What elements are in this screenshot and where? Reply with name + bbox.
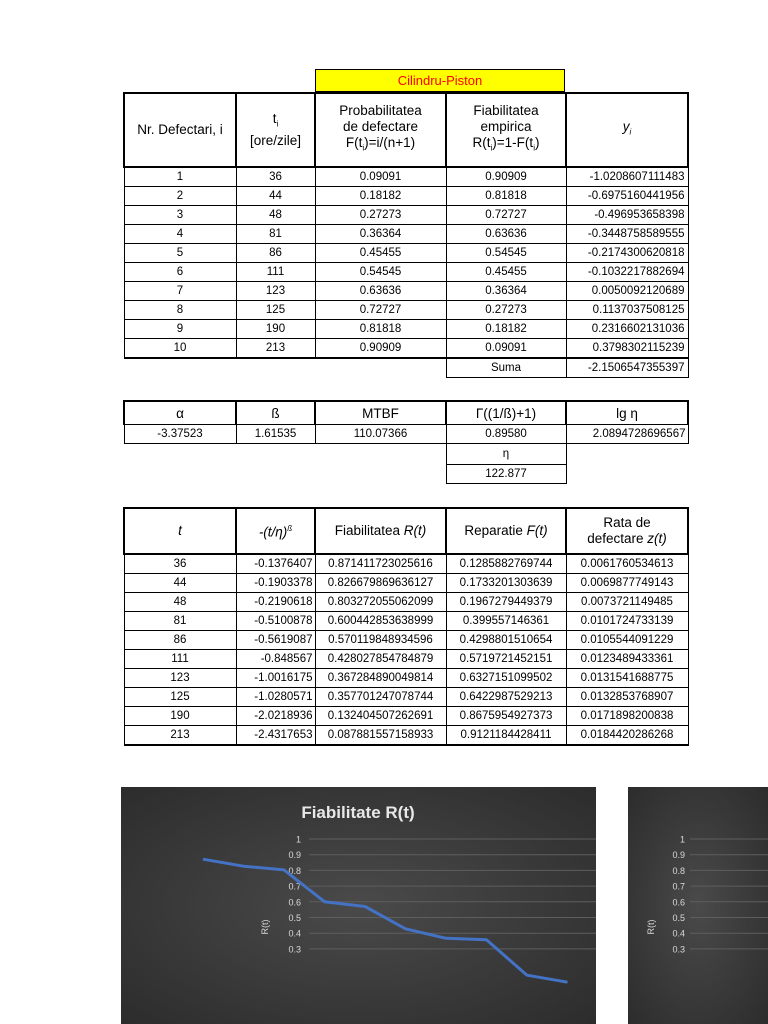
cell-rt: 0.428027854784879 xyxy=(315,650,446,669)
cell-yi: -0.496953658398 xyxy=(566,206,688,225)
cell-probabilitate: 0.27273 xyxy=(315,206,446,225)
cell-rt: 0.600442853638999 xyxy=(315,612,446,631)
table-row xyxy=(124,726,688,746)
table-row xyxy=(124,650,688,669)
cell-t: 48 xyxy=(124,593,236,612)
cell-fiabilitate: 0.18182 xyxy=(446,320,566,339)
reliability-header xyxy=(124,508,688,554)
cell-fiabilitate: 0.54545 xyxy=(446,244,566,263)
cell-exponent: -2.4317653 xyxy=(236,726,315,746)
eta-value: 122.877 xyxy=(446,465,566,484)
cell-ft: 0.399557146361 xyxy=(446,612,566,631)
cell-fiabilitate: 0.09091 xyxy=(446,339,566,359)
cell-ti: 86 xyxy=(236,244,315,263)
header-alpha: α xyxy=(124,401,236,425)
header-probabilitate: Probabilitatea de defectare $F(t_i)=i/(n+1)$ xyxy=(315,93,446,167)
cell-yi: -0.6975160441956 xyxy=(566,187,688,206)
cell-ti: 36 xyxy=(236,167,315,187)
table-row xyxy=(124,707,688,726)
cell-t: 125 xyxy=(124,688,236,707)
eta-label-row xyxy=(124,444,688,465)
header-nr-defectari: Nr. Defectari, i xyxy=(124,93,236,167)
cell-exponent: -0.1376407 xyxy=(236,554,315,574)
cell-rt: 0.570119848934596 xyxy=(315,631,446,650)
cell-i: 5 xyxy=(124,244,236,263)
cell-rt: 0.357701247078744 xyxy=(315,688,446,707)
cell-i: 7 xyxy=(124,282,236,301)
reliability-chart[interactable] xyxy=(121,787,596,1024)
cell-ft: 0.6327151099502 xyxy=(446,669,566,688)
header-fiabilitatea-rt: Fiabilitatea R(t) xyxy=(315,508,446,554)
cell-t: 86 xyxy=(124,631,236,650)
cell-fiabilitate: 0.63636 xyxy=(446,225,566,244)
table-banner-title: Cilindru-Piston xyxy=(315,69,565,92)
value-beta: 1.61535 xyxy=(236,425,315,444)
cell-t: 190 xyxy=(124,707,236,726)
eta-label: η xyxy=(446,444,566,465)
table-row xyxy=(124,320,688,339)
cell-yi: 0.1137037508125 xyxy=(566,301,688,320)
table-row xyxy=(124,225,688,244)
cell-i: 4 xyxy=(124,225,236,244)
y-tick-label: 0.3 xyxy=(672,944,685,955)
cell-yi: 0.3798302115239 xyxy=(566,339,688,359)
cell-yi: 0.2316602131036 xyxy=(566,320,688,339)
table-row xyxy=(124,167,688,187)
cell-probabilitate: 0.36364 xyxy=(315,225,446,244)
cell-exponent: -0.2190618 xyxy=(236,593,315,612)
cell-exponent: -1.0016175 xyxy=(236,669,315,688)
cell-yi: -0.3448758589555 xyxy=(566,225,688,244)
table-row xyxy=(124,554,688,574)
sum-row xyxy=(124,358,688,378)
reliability-chart-svg xyxy=(121,787,596,1024)
table-row xyxy=(124,187,688,206)
second-chart-svg xyxy=(628,787,768,1024)
sum-label: Suma xyxy=(446,358,566,378)
y-tick-label: 0.4 xyxy=(672,928,685,939)
table-row xyxy=(124,688,688,707)
cell-zt: 0.0171898200838 xyxy=(566,707,688,726)
cell-probabilitate: 0.09091 xyxy=(315,167,446,187)
header-fiabilitate-empirica: Fiabilitatea empirica $R(t_i)=1-F(t_i)$ xyxy=(446,93,566,167)
cell-rt: 0.132404507262691 xyxy=(315,707,446,726)
failure-table-header xyxy=(124,93,688,167)
cell-ti: 44 xyxy=(236,187,315,206)
cell-zt: 0.0061760534613 xyxy=(566,554,688,574)
cell-rt: 0.826679869636127 xyxy=(315,574,446,593)
cell-fiabilitate: 0.36364 xyxy=(446,282,566,301)
cell-t: 213 xyxy=(124,726,236,746)
series-line xyxy=(203,859,568,982)
value-alpha: -3.37523 xyxy=(124,425,236,444)
header-ti: $t_i$ [ore/zile] xyxy=(236,93,315,167)
cell-ti: 81 xyxy=(236,225,315,244)
cell-ti: 125 xyxy=(236,301,315,320)
cell-i: 3 xyxy=(124,206,236,225)
y-tick-label: 0.3 xyxy=(288,944,301,955)
cell-probabilitate: 0.72727 xyxy=(315,301,446,320)
cell-probabilitate: 0.63636 xyxy=(315,282,446,301)
cell-t: 111 xyxy=(124,650,236,669)
table-row xyxy=(124,263,688,282)
y-tick-label: 0.8 xyxy=(672,865,685,876)
cell-i: 6 xyxy=(124,263,236,282)
cell-fiabilitate: 0.27273 xyxy=(446,301,566,320)
cell-exponent: -1.0280571 xyxy=(236,688,315,707)
cell-ft: 0.6422987529213 xyxy=(446,688,566,707)
y-tick-label: 0.7 xyxy=(672,881,685,892)
cell-fiabilitate: 0.81818 xyxy=(446,187,566,206)
chart-title: Fiabilitate R(t) xyxy=(301,803,415,822)
table-row xyxy=(124,339,688,359)
table-row xyxy=(124,301,688,320)
y-tick-label: 1 xyxy=(295,834,301,845)
cell-ft: 0.9121184428411 xyxy=(446,726,566,746)
cell-exponent: -0.5100878 xyxy=(236,612,315,631)
y-axis-label: R(t) xyxy=(646,919,656,935)
y-tick-label: 0.8 xyxy=(288,865,301,876)
value-gamma: 0.89580 xyxy=(446,425,566,444)
cell-t: 123 xyxy=(124,669,236,688)
y-tick-label: 0.4 xyxy=(288,928,301,939)
cell-i: 2 xyxy=(124,187,236,206)
eta-value-row xyxy=(124,465,688,484)
y-tick-label: 0.7 xyxy=(288,881,301,892)
cell-ft: 0.1733201303639 xyxy=(446,574,566,593)
cell-zt: 0.0131541688775 xyxy=(566,669,688,688)
cell-fiabilitate: 0.72727 xyxy=(446,206,566,225)
cell-i: 9 xyxy=(124,320,236,339)
table-row xyxy=(124,612,688,631)
cell-ft: 0.5719721452151 xyxy=(446,650,566,669)
cell-exponent: -0.5619087 xyxy=(236,631,315,650)
parameters-values xyxy=(124,425,688,444)
y-tick-label: 0.9 xyxy=(672,850,685,861)
failure-data-table xyxy=(123,92,689,378)
table-row xyxy=(124,631,688,650)
value-mtbf: 110.07366 xyxy=(315,425,446,444)
header-exponent: $-(t/\eta)^ß$ xyxy=(236,508,315,554)
header-t: t xyxy=(124,508,236,554)
cell-ti: 48 xyxy=(236,206,315,225)
y-tick-label: 0.9 xyxy=(288,850,301,861)
cell-t: 81 xyxy=(124,612,236,631)
cell-probabilitate: 0.18182 xyxy=(315,187,446,206)
cell-yi: -0.2174300620818 xyxy=(566,244,688,263)
cell-ti: 123 xyxy=(236,282,315,301)
cell-i: 8 xyxy=(124,301,236,320)
cell-rt: 0.087881557158933 xyxy=(315,726,446,746)
cell-exponent: -2.0218936 xyxy=(236,707,315,726)
y-tick-label: 1 xyxy=(679,834,685,845)
cell-ti: 213 xyxy=(236,339,315,359)
sum-value: -2.1506547355397 xyxy=(566,358,688,378)
value-lg-eta: 2.0894728696567 xyxy=(566,425,688,444)
cell-t: 36 xyxy=(124,554,236,574)
cell-rt: 0.871411723025616 xyxy=(315,554,446,574)
cell-i: 1 xyxy=(124,167,236,187)
cell-rt: 0.803272055062099 xyxy=(315,593,446,612)
y-tick-label: 0.6 xyxy=(288,897,301,908)
cell-yi: 0.0050092120689 xyxy=(566,282,688,301)
weibull-parameters-table xyxy=(123,400,689,484)
cell-ti: 190 xyxy=(236,320,315,339)
cell-zt: 0.0101724733139 xyxy=(566,612,688,631)
y-tick-label: 0.5 xyxy=(672,913,685,923)
table-row xyxy=(124,244,688,263)
cell-fiabilitate: 0.90909 xyxy=(446,167,566,187)
table-row xyxy=(124,593,688,612)
table-row xyxy=(124,669,688,688)
y-axis-label: R(t) xyxy=(260,919,270,935)
cell-probabilitate: 0.81818 xyxy=(315,320,446,339)
cell-ft: 0.4298801510654 xyxy=(446,631,566,650)
cell-yi: -1.0208607111483 xyxy=(566,167,688,187)
parameters-header xyxy=(124,401,688,425)
cell-exponent: -0.1903378 xyxy=(236,574,315,593)
cell-probabilitate: 0.45455 xyxy=(315,244,446,263)
header-beta: ß xyxy=(236,401,315,425)
cell-zt: 0.0123489433361 xyxy=(566,650,688,669)
header-lg-eta: lg η xyxy=(566,401,688,425)
table-row xyxy=(124,574,688,593)
cell-zt: 0.0069877749143 xyxy=(566,574,688,593)
cell-probabilitate: 0.54545 xyxy=(315,263,446,282)
cell-zt: 0.0132853768907 xyxy=(566,688,688,707)
header-reparatie-ft: Reparatie F(t) xyxy=(446,508,566,554)
cell-probabilitate: 0.90909 xyxy=(315,339,446,359)
cell-rt: 0.367284890049814 xyxy=(315,669,446,688)
y-tick-label: 0.6 xyxy=(672,897,685,908)
second-chart[interactable] xyxy=(628,787,768,1024)
cell-ft: 0.1967279449379 xyxy=(446,593,566,612)
table-row xyxy=(124,282,688,301)
cell-zt: 0.0073721149485 xyxy=(566,593,688,612)
cell-exponent: -0.848567 xyxy=(236,650,315,669)
header-mtbf: MTBF xyxy=(315,401,446,425)
cell-ft: 0.8675954927373 xyxy=(446,707,566,726)
cell-ft: 0.1285882769744 xyxy=(446,554,566,574)
reliability-table xyxy=(123,507,689,746)
cell-t: 44 xyxy=(124,574,236,593)
header-rata-defectare: Rata de defectare z(t) xyxy=(566,508,688,554)
cell-i: 10 xyxy=(124,339,236,359)
table-row xyxy=(124,206,688,225)
cell-yi: -0.1032217882694 xyxy=(566,263,688,282)
header-gamma: Γ((1/ß)+1) xyxy=(446,401,566,425)
cell-zt: 0.0105544091229 xyxy=(566,631,688,650)
cell-fiabilitate: 0.45455 xyxy=(446,263,566,282)
cell-ti: 111 xyxy=(236,263,315,282)
header-yi: $y_i$ xyxy=(566,93,688,167)
cell-zt: 0.0184420286268 xyxy=(566,726,688,746)
y-tick-label: 0.5 xyxy=(288,913,301,923)
